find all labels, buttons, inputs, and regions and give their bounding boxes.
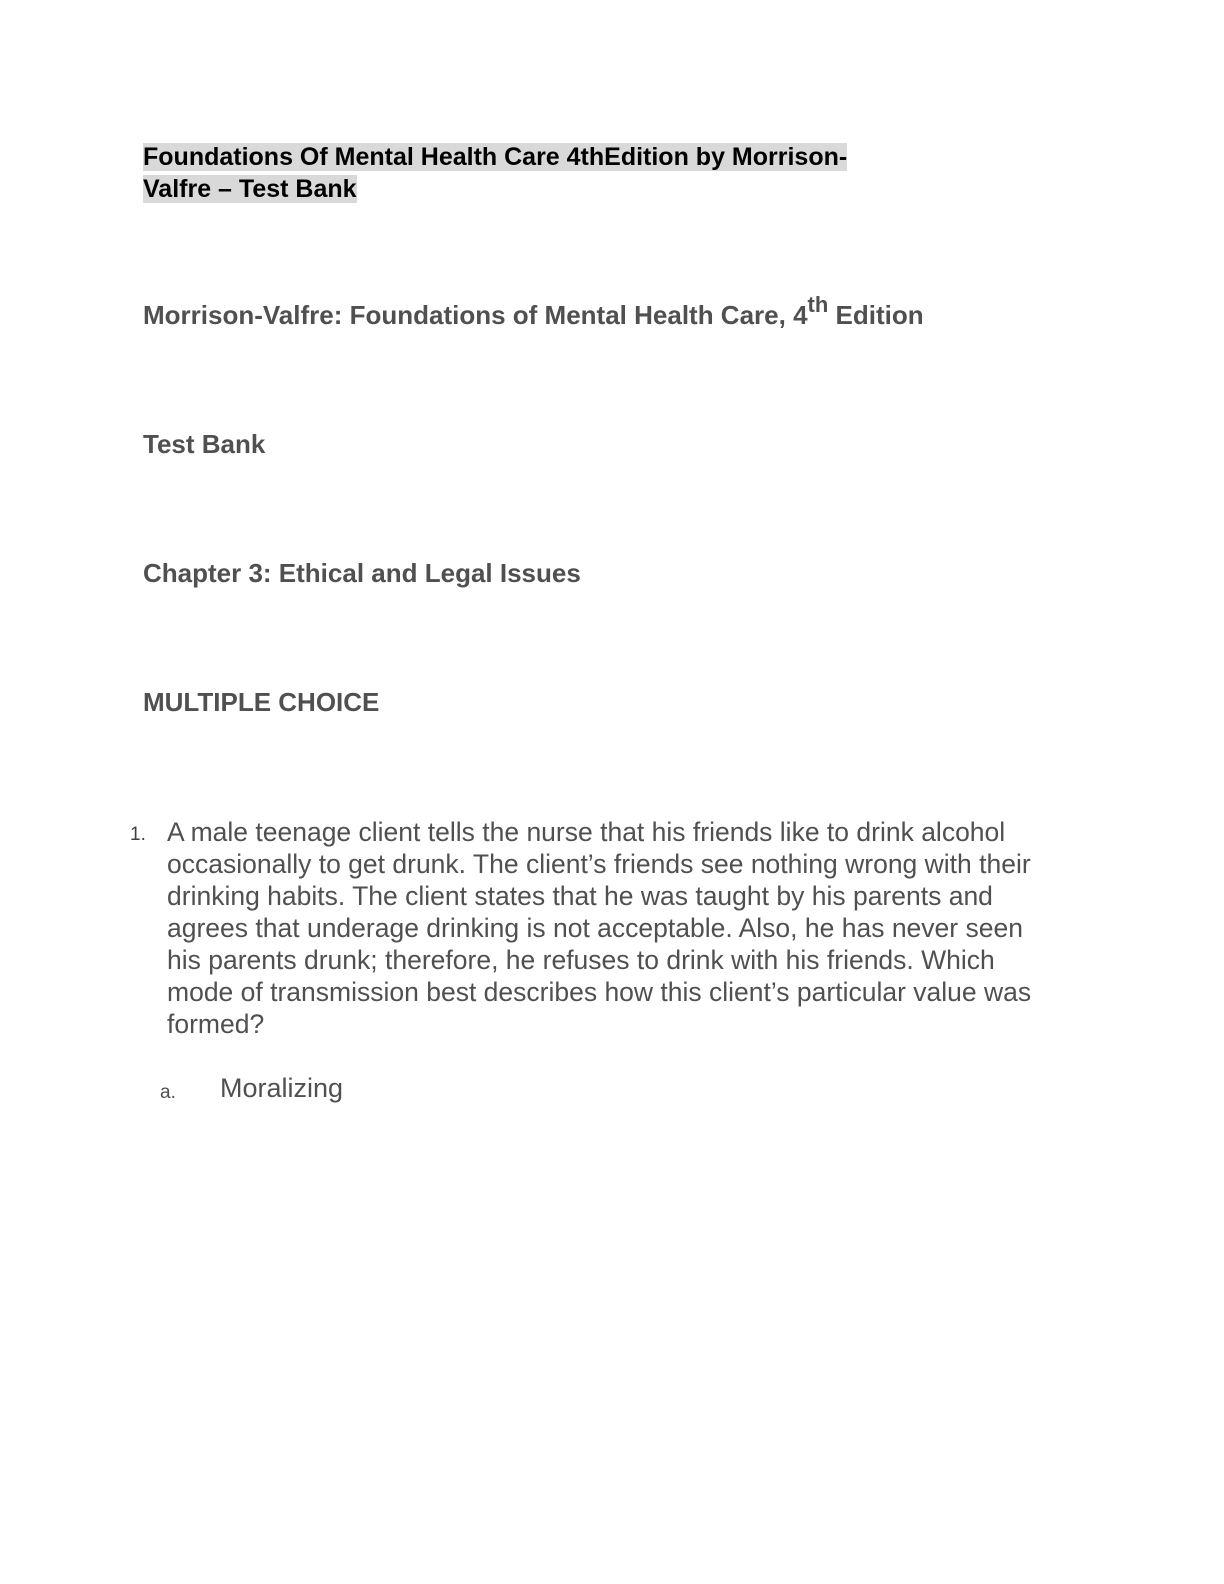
document-title-line-2: Valfre – Test Bank: [143, 175, 357, 203]
option-text: Moralizing: [220, 1073, 344, 1103]
option-letter: a.: [160, 1082, 176, 1103]
document-title-line-1: Foundations Of Mental Health Care 4thEdition by Morrison-: [143, 143, 848, 171]
book-heading-superscript: th: [807, 292, 829, 317]
book-heading: [143, 292, 924, 331]
question-number: 1.: [130, 824, 146, 845]
test-bank-heading: Test Bank: [143, 429, 266, 459]
section-heading: MULTIPLE CHOICE: [143, 687, 380, 717]
book-heading-main: Morrison-Valfre: Foundations of Mental Health Care, 4: [143, 300, 808, 330]
document-title: [143, 141, 943, 205]
question-text: A male teenage client tells the nurse that his friends like to drink alcohol occasionally to get drunk. The client’s friends see nothing wrong with their drinking habits. The client states that he was taught by his parents and agrees that underage drinking is not acceptable. Also, he has never seen his parents drunk; therefore, he refuses to drink with his friends. Which mode of transmission best describes how this client’s particular value was formed?: [167, 817, 1032, 1039]
chapter-heading: Chapter 3: Ethical and Legal Issues: [143, 558, 581, 588]
book-heading-end: Edition: [828, 300, 924, 330]
